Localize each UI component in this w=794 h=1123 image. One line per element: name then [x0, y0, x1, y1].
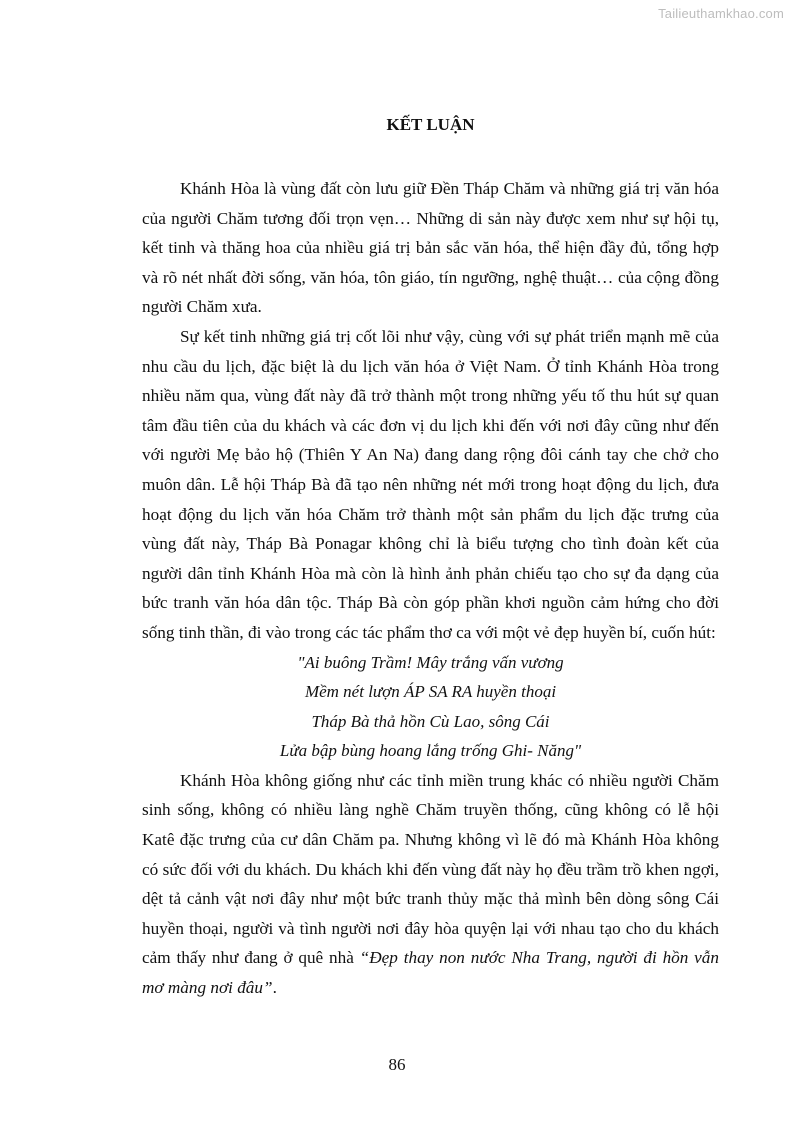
- watermark-text: Tailieuthamkhao.com: [658, 6, 784, 21]
- page-title: KẾT LUẬN: [386, 115, 475, 134]
- poem-line-3: Tháp Bà thả hồn Cù Lao, sông Cái: [311, 711, 550, 731]
- poem-line-4: Lửa bập bùng hoang lắng trống Ghi- Năng": [279, 741, 582, 761]
- poem-block: [142, 648, 719, 766]
- document-page: [142, 112, 719, 1003]
- paragraph-1: Khánh Hòa là vùng đất còn lưu giữ Đền Tháp Chăm và những giá trị văn hóa của người Chăm tương đối trọn vẹn… Những di sản này được xem như sự hội tụ, kết tinh và thăng hoa của nhiều giá trị bản sắc văn hóa, thể hiện đầy đủ, tổng hợp và rõ nét nhất đời sống, văn hóa, tôn giáo, tín ngưỡng, nghệ thuật… của cộng đồng người Chăm xưa.: [142, 179, 719, 317]
- paragraph-3-quote: “Đẹp thay non nước Nha Trang, người đi hồn vẫn mơ màng nơi đâu”: [142, 948, 719, 998]
- paragraph-3-end: .: [272, 978, 277, 998]
- paragraph-3: [142, 766, 719, 1003]
- paragraph-2: Sự kết tinh những giá trị cốt lõi như vậy, cùng với sự phát triển mạnh mẽ của nhu cầu du lịch, đặc biệt là du lịch văn hóa ở Việt Nam. Ở tỉnh Khánh Hòa trong nhiều năm qua, vùng đất này đã trở thành một trong những yếu tố thu hút sự quan tâm đầu tiên của du khách và các đơn vị du lịch khi đến với nơi đây cũng như đến với người Mẹ bảo hộ (Thiên Y An Na) đang dang rộng đôi cánh tay che chở cho muôn dân. Lễ hội Tháp Bà đã tạo nên những nét mới trong hoạt động du lịch, đưa hoạt động du lịch văn hóa Chăm trở thành một sản phẩm du lịch đặc trưng của vùng đất này, Tháp Bà Ponagar không chỉ là biểu tượng cho tình đoàn kết của người dân tỉnh Khánh Hòa mà còn là hình ảnh phản chiếu tạo cho sự đa dạng của bức tranh văn hóa dân tộc. Tháp Bà còn góp phần khơi nguồn cảm hứng cho đời sống tinh thần, đi vào trong các tác phẩm thơ ca với một vẻ đẹp huyền bí, cuốn hút:: [142, 326, 719, 642]
- poem-line-1: "Ai buông Trầm! Mây trắng vấn vương: [297, 652, 564, 672]
- page-number: 86: [388, 1055, 406, 1074]
- poem-line-2: Mềm nét lượn ÁP SA RA huyền thoại: [304, 682, 557, 702]
- paragraph-3-text: Khánh Hòa không giống như các tỉnh miền trung khác có nhiều người Chăm sinh sống, không có nhiều làng nghề Chăm truyền thống, cũng không có lễ hội Katê đặc trưng của cư dân Chăm pa. Nhưng không vì lẽ đó mà Khánh Hòa không có sức đối với du khách. Du khách khi đến vùng đất này họ đều trầm trồ khen ngợi, dệt tả cảnh vật nơi đây như một bức tranh thủy mặc thả mình bên dòng sông Cái huyền thoại, người và tình người nơi đây hòa quyện lại với nhau tạo cho du khách cảm thấy như đang ở quê nhà: [142, 770, 719, 968]
